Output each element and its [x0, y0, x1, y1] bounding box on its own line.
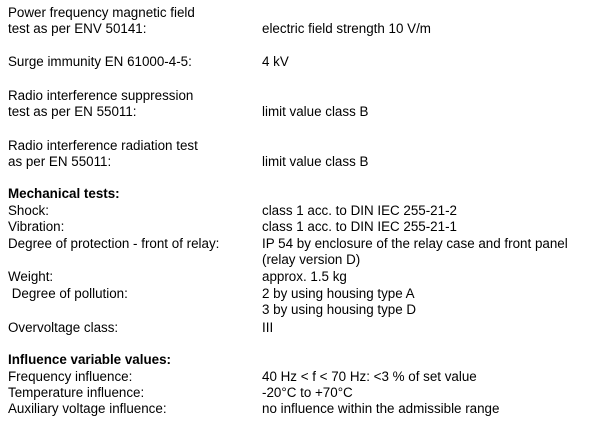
- shock-label: Shock:: [8, 203, 49, 218]
- pollution-value-line1: 2 by using housing type A: [262, 286, 415, 301]
- radio-radiation-label-line1: Radio interference radiation test: [8, 138, 198, 153]
- power-freq-label-line2: test as per ENV 50141:: [8, 21, 147, 36]
- weight-value: approx. 1.5 kg: [262, 269, 347, 284]
- temperature-influence-label: Temperature influence:: [8, 385, 145, 400]
- radio-radiation-value: limit value class B: [262, 154, 369, 169]
- protection-value-line1: IP 54 by enclosure of the relay case and front panel: [262, 236, 568, 251]
- frequency-influence-label: Frequency influence:: [8, 369, 133, 384]
- influence-heading: Influence variable values:: [8, 352, 171, 367]
- shock-value: class 1 acc. to DIN IEC 255-21-2: [262, 203, 457, 218]
- surge-immunity-label: Surge immunity EN 61000-4-5:: [8, 54, 192, 69]
- vibration-value: class 1 acc. to DIN IEC 255-21-1: [262, 219, 457, 234]
- mechanical-tests-heading: Mechanical tests:: [8, 186, 120, 201]
- power-freq-label-line1: Power frequency magnetic field: [8, 5, 195, 20]
- radio-suppression-label-line2: test as per EN 55011:: [8, 104, 137, 119]
- power-freq-value: electric field strength 10 V/m: [262, 21, 431, 36]
- radio-radiation-label-line2: as per EN 55011:: [8, 154, 112, 169]
- surge-immunity-value: 4 kV: [262, 54, 289, 69]
- auxiliary-influence-label: Auxiliary voltage influence:: [8, 401, 167, 416]
- pollution-label: Degree of pollution:: [8, 286, 128, 301]
- protection-label: Degree of protection - front of relay:: [8, 236, 220, 251]
- vibration-label: Vibration:: [8, 219, 65, 234]
- pollution-value-line2: 3 by using housing type D: [262, 302, 417, 317]
- overvoltage-value: III: [262, 320, 274, 335]
- radio-suppression-label-line1: Radio interference suppression: [8, 88, 194, 103]
- frequency-influence-value: 40 Hz < f < 70 Hz: <3 % of set value: [262, 369, 477, 384]
- radio-suppression-value: limit value class B: [262, 104, 369, 119]
- weight-label: Weight:: [8, 269, 54, 284]
- temperature-influence-value: -20°C to +70°C: [262, 385, 353, 400]
- protection-value-line2: (relay version D): [262, 252, 361, 267]
- auxiliary-influence-value: no influence within the admissible range: [262, 401, 500, 416]
- overvoltage-label: Overvoltage class:: [8, 320, 119, 335]
